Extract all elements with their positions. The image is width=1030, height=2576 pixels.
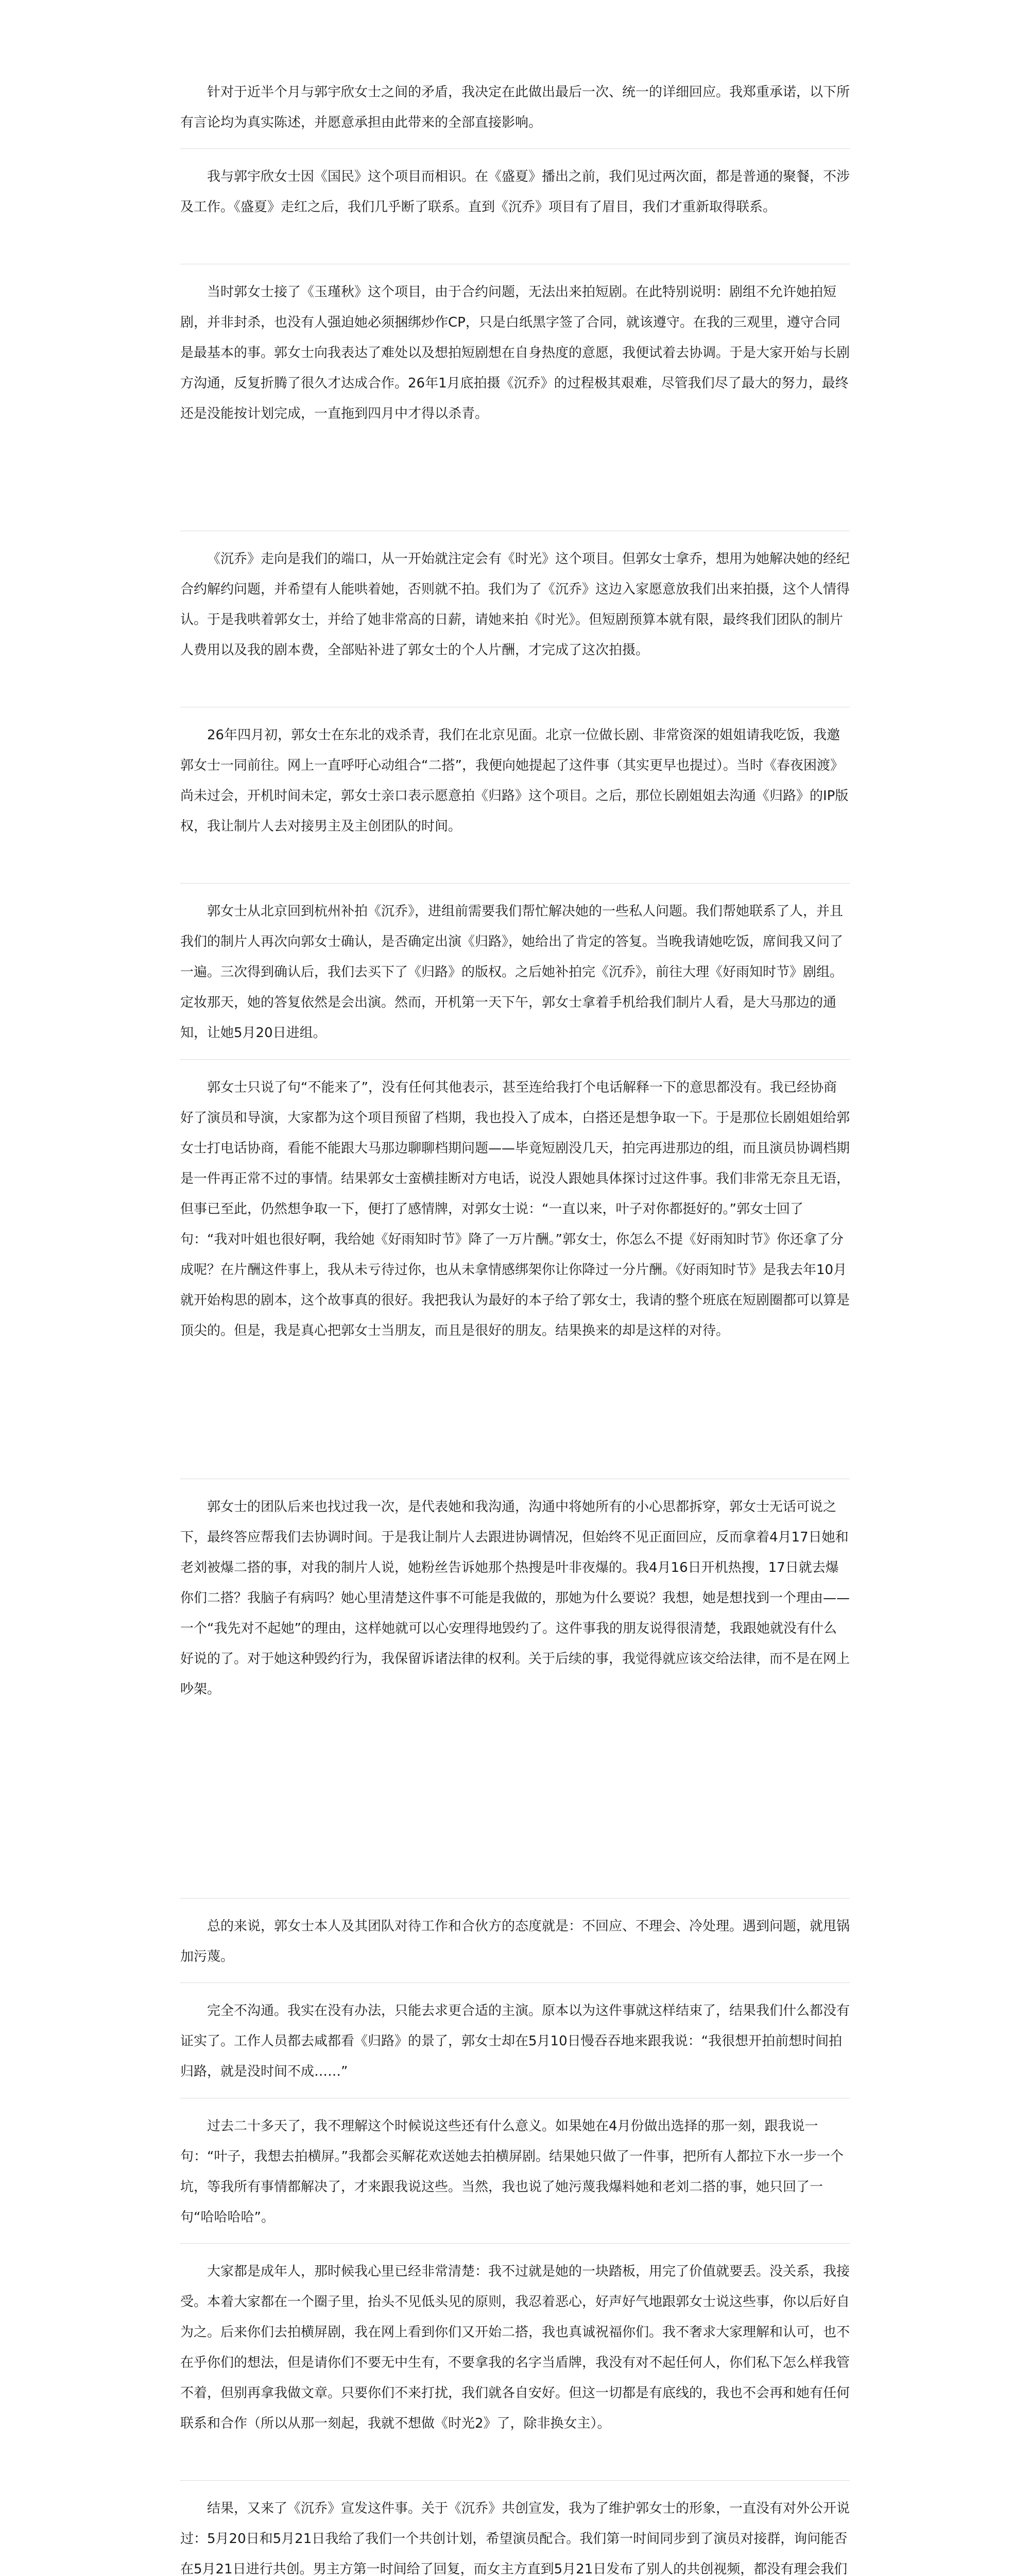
divider: [180, 883, 850, 884]
paragraph: 《沉乔》走向是我们的端口，从一开始就注定会有《时光》这个项目。但郭女士拿乔，想用为她解决她的经纪合约解约问题，并希望有人能哄着她，否则就不拍。我们为了《沉乔》这边入家愿意放我们出来拍摄，这个人情得认。于是我哄着郭女士，并给了她非常高的日薪，请她来拍《时光》。但短剧预算本就有限，最终我们团队的制片人费用以及我的剧本费，全部贴补进了郭女士的个人片酬，才完成了这次拍摄。: [180, 551, 850, 658]
paragraph: 郭女士的团队后来也找过我一次，是代表她和我沟通，沟通中将她所有的小心思都拆穿，郭女士无话可说之下，最终答应帮我们去协调时间。于是我让制片人去跟进协调情况，但始终不见正面回应，反而拿着4月17日她和老刘被爆二搭的事，对我的制片人说，她粉丝告诉她那个热搜是叶非夜爆的。我4月16日开机热搜，17日就去爆你们二搭？我脑子有病吗？她心里清楚这件事不可能是我做的，那她为什么要说？我想，她是想找到一个理由——一个“我先对不起她”的理由，这样她就可以心安理得地毁约了。这件事我的朋友说得很清楚，我跟她就没有什么好说的了。对于她这种毁约行为，我保留诉诸法律的权利。关于后续的事，我觉得就应该交给法律，而不是在网上吵架。: [180, 1499, 850, 1697]
divider: [180, 148, 850, 149]
paragraph: 完全不沟通。我实在没有办法，只能去求更合适的主演。原本以为这件事就这样结束了，结果我们什么都没有证实了。工作人员都去咸都看《归路》的景了，郭女士却在5月10日慢吞吞地来跟我说：“我很想开拍前想时间拍归路，就是没时间不成……”: [180, 2003, 850, 2079]
divider: [180, 2480, 850, 2481]
divider: [180, 1982, 850, 1983]
paragraph: 过去二十多天了，我不理解这个时候说这些还有什么意义。如果她在4月份做出选择的那一刻，跟我说一句：“叶子，我想去拍横屏。”我都会买解花欢送她去拍横屏剧。结果她只做了一件事，把所有人都拉下水一步一个坑，等我所有事情都解决了，才来跟我说这些。当然，我也说了她污蔑我爆料她和老刘二搭的事，她只回了一句“哈哈哈哈”。: [180, 2119, 844, 2225]
paragraph: 郭女士只说了句“不能来了”，没有任何其他表示，甚至连给我打个电话解释一下的意思都没有。我已经协商好了演员和导演，大家都为这个项目预留了档期，我也投入了成本，白搭还是想争取一下。于是那位长剧姐姐给郭女士打电话协商，看能不能跟大马那边聊聊档期问题——毕竟短剧没几天，拍完再进那边的组，而且演员协调档期是一件再正常不过的事情。结果郭女士蛮横挂断对方电话，说没人跟她具体探讨过这件事。我们非常无奈且无语，但事已至此，仍然想争取一下，便打了感情牌，对郭女士说：“一直以来，叶子对你都挺好的。”郭女士回了句：“我对叶姐也很好啊，我给她《好雨知时节》降了一万片酬。”郭女士，你怎么不提《好雨知时节》你还拿了分成呢？在片酬这件事上，我从未亏待过你，也从未拿情感绑架你让你降过一分片酬。《好雨知时节》是我去年10月就开始构思的剧本，这个故事真的很好。我把我认为最好的本子给了郭女士，我请的整个班底在短剧圈都可以算是顶尖的。但是，我是真心把郭女士当朋友，而且是很好的朋友。结果换来的却是这样的对待。: [180, 1080, 850, 1338]
paragraph: 郭女士从北京回到杭州补拍《沉乔》，进组前需要我们帮忙解决她的一些私人问题。我们帮她联系了人，并且我们的制片人再次向郭女士确认，是否确定出演《归路》，她给出了肯定的答复。当晚我请她吃饭，席间我又问了一遍。三次得到确认后，我们去买下了《归路》的版权。之后她补拍完《沉乔》，前往大理《好雨知时节》剧组。定妆那天，她的答复依然是会出演。然而，开机第一天下午，郭女士拿着手机给我们制片人看，是大马那边的通知，让她5月20日进组。: [180, 904, 844, 1041]
paragraph: 结果，又来了《沉乔》宣发这件事。关于《沉乔》共创宣发，我为了维护郭女士的形象，一直没有对外公开说过：5月20日和5月21日我给了我们一个共创计划，希望演员配合。我们第一时间同步到了演员对接群，询问能否在5月21日进行共创。男主方第一时间给了回复，而女主方直到5月21日发布了别人的共创视频，都没有理会我们: [180, 2501, 850, 2576]
divider: [180, 2243, 850, 2244]
paragraph: 26年四月初，郭女士在东北的戏杀青，我们在北京见面。北京一位做长剧、非常资深的姐姐请我吃饭，我邀郭女士一同前往。网上一直呼吁心动组合“二搭”，我便向她提起了这件事（其实更早也提过）。当时《春夜困渡》尚未过会，开机时间未定，郭女士亲口表示愿意拍《归路》这个项目。之后，那位长剧姐姐去沟通《归路》的IP版权，我让制片人去对接男主及主创团队的时间。: [180, 727, 849, 834]
paragraph-intro: 针对于近半个月与郭宇欣女士之间的矛盾，我决定在此做出最后一次、统一的详细回应。我郑重承诺，以下所有言论均为真实陈述，并愿意承担由此带来的全部直接影响。: [180, 84, 850, 130]
paragraph: 当时郭女士接了《玉瑾秋》这个项目，由于合约问题，无法出来拍短剧。在此特别说明：剧组不允许她拍短剧，并非封杀，也没有人强迫她必须捆绑炒作CP，只是白纸黑字签了合同，就该遵守。在我的三观里，遵守合同是最基本的事。郭女士向我表达了难处以及想拍短剧想在自身热度的意愿，我便试着去协调。于是大家开始与长剧方沟通，反复折腾了很久才达成合作。26年1月底拍摄《沉乔》的过程极其艰难，尽管我们尽了最大的努力，最终还是没能按计划完成，一直拖到四月中才得以杀青。: [180, 284, 850, 421]
divider: [180, 1898, 850, 1899]
divider: [180, 1059, 850, 1060]
paragraph: 我与郭宇欣女士因《国民》这个项目而相识。在《盛夏》播出之前，我们见过两次面，都是普通的聚餐，不涉及工作。《盛夏》走红之后，我们几乎断了联系。直到《沉乔》项目有了眉目，我们才重新取得联系。: [180, 169, 850, 215]
paragraph: 总的来说，郭女士本人及其团队对待工作和合伙方的态度就是：不回应、不理会、冷处理。遇到问题，就甩锅加污蔑。: [180, 1919, 850, 1964]
paragraph: 大家都是成年人，那时候我心里已经非常清楚：我不过就是她的一块踏板，用完了价值就要丢。没关系，我接受。本着大家都在一个圈子里，抬头不见低头见的原则，我忍着恶心，好声好气地跟郭女士说这些事，你以后好自为之。后来你们去拍横屏剧，我在网上看到你们又开始二搭，我也真诚祝福你们。我不奢求大家理解和认可，也不在乎你们的想法，但是请你们不要无中生有，不要拿我的名字当盾牌，我没有对不起任何人，你们私下怎么样我管不着，但别再拿我做文章。只要你们不来打扰，我们就各自安好。但这一切都是有底线的，我也不会再和她有任何联系和合作（所以从那一刻起，我就不想做《时光2》了，除非换女主）。: [180, 2264, 850, 2431]
